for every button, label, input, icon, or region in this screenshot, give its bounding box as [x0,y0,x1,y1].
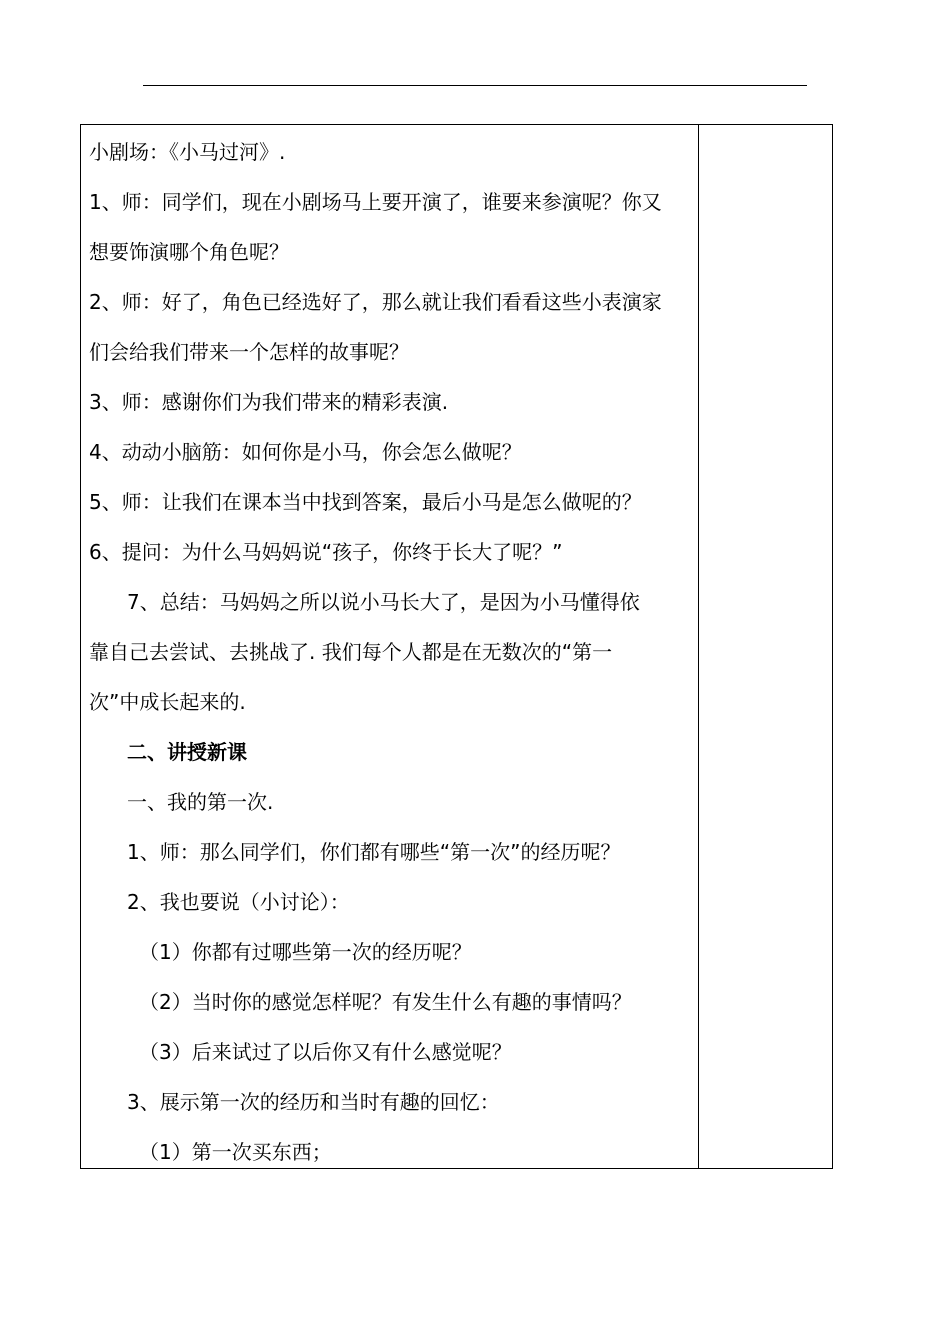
section-heading: 二、讲授新课 [127,740,247,764]
text-line: 3、展示第一次的经历和当时有趣的回忆： [127,1090,500,1114]
list-item: （1）你都有过哪些第一次的经历呢？ [139,940,472,964]
text-line: 1、师：同学们，现在小剧场马上要开演了，谁要来参演呢？你又 [89,190,662,214]
subsection-heading: 一、我的第一次. [127,790,274,814]
text-line: 2、师：好了，角色已经选好了，那么就让我们看看这些小表演家 [89,290,662,314]
text-line: 6、提问：为什么马妈妈说“孩子，你终于长大了呢？” [89,540,563,564]
text-line: 7、总结：马妈妈之所以说小马长大了，是因为小马懂得依 [127,590,640,614]
list-item: （2）当时你的感觉怎样呢？有发生什么有趣的事情吗？ [139,990,632,1014]
list-item: （1）第一次买东西； [139,1140,332,1164]
text-line: 5、师：让我们在课本当中找到答案，最后小马是怎么做呢的？ [89,490,642,514]
theater-title: 小剧场：《小马过河》. [89,140,286,164]
lesson-plan-table [80,124,833,1169]
header-rule [143,85,807,86]
notes-column-divider [698,125,699,1168]
text-line: 2、我也要说（小讨论）： [127,890,350,914]
text-line: 靠自己去尝试、去挑战了. 我们每个人都是在无数次的“第一 [89,640,613,664]
list-item: （3）后来试过了以后你又有什么感觉呢？ [139,1040,512,1064]
text-line: 次”中成长起来的. [89,690,246,714]
text-line: 4、动动小脑筋：如何你是小马，你会怎么做呢？ [89,440,522,464]
text-line: 想要饰演哪个角色呢？ [89,240,289,264]
text-line: 3、师：感谢你们为我们带来的精彩表演. [89,390,449,414]
text-line: 1、师：那么同学们，你们都有哪些“第一次”的经历呢？ [127,840,621,864]
text-line: 们会给我们带来一个怎样的故事呢？ [89,340,409,364]
